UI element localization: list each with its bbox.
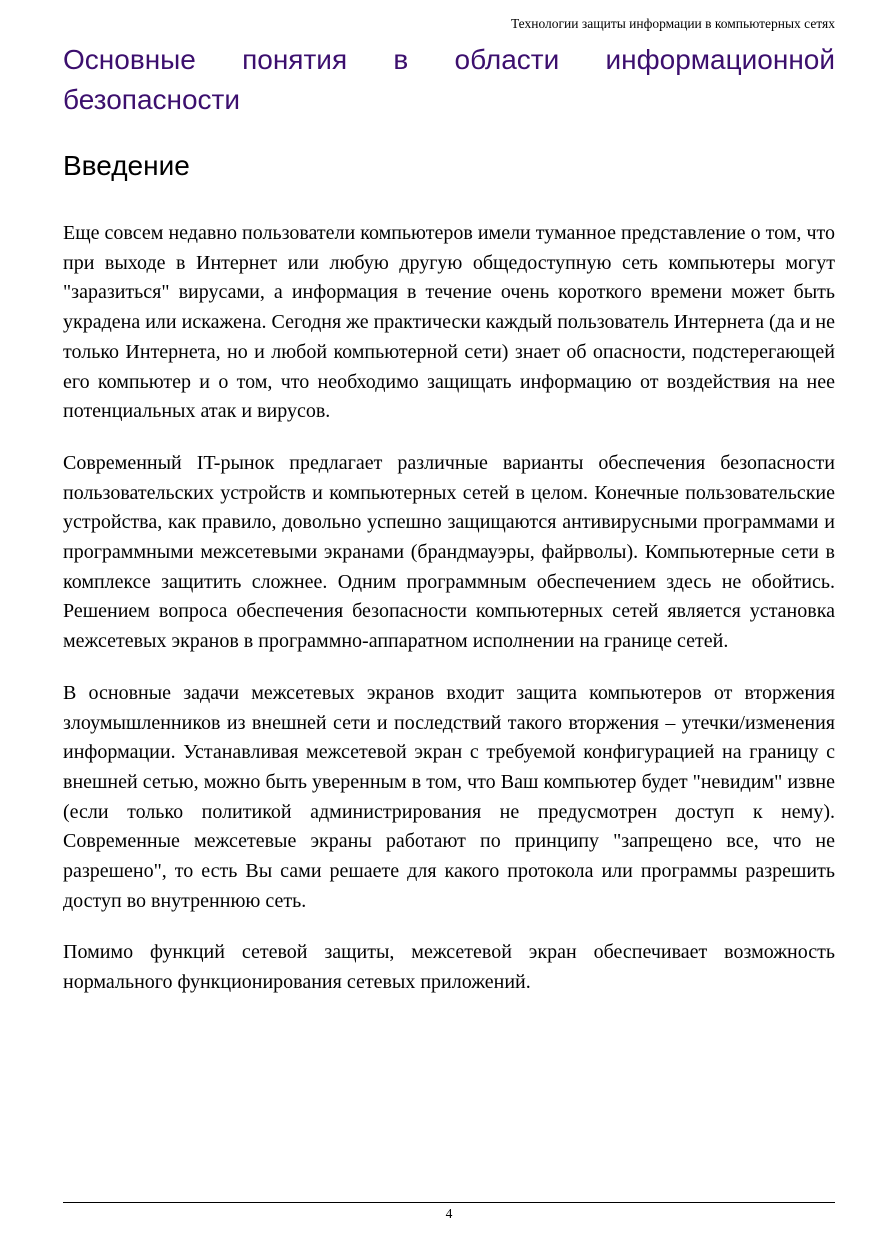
paragraph-3: В основные задачи межсетевых экранов входит защита компьютеров от вторжения злоумышленников из внешней сети и последствий такого вторжения – утечки/изменения информации. Устанавливая межсетевой экран с требуемой конфигурацией на границу с внешней сетью, можно быть уверенным в том, что Ваш компьютер будет "невидим" извне (если только политикой администрирования не предусмотрен доступ к нему). Современные межсетевые экраны работают по принципу "запрещено все, что не разрешено", то есть Вы сами решаете для какого протокола или программы разрешить доступ во внутреннюю сеть. xyxy=(63,681,835,912)
running-header: Технологии защиты информации в компьютерных сетях xyxy=(510,16,835,31)
page-number: 4 xyxy=(445,1206,453,1221)
paragraph-1: Еще совсем недавно пользователи компьютеров имели туманное представление о том, что при выходе в Интернет или любую другую общедоступную сеть компьютеры могут "заразиться" вирусами, а информация в течение очень короткого времени может быть украдена или искажена. Сегодня же практически каждый пользователь Интернета (да и не только Интернета, но и любой компьютерной сети) знает об опасности, подстерегающей его компьютер и о том, что необходимо защищать информацию от воздействия на нее потенциальных атак и вирусов. xyxy=(63,222,836,423)
body-text xyxy=(63,219,835,1020)
chapter-title: Основные понятия в области информационной безопасности xyxy=(63,44,835,115)
section-title: Введение xyxy=(63,150,190,181)
paragraph-4: Помимо функций сетевой защиты, межсетевой экран обеспечивает возможность нормального функционирования сетевых приложений. xyxy=(63,941,835,994)
paragraph-2: Современный IT-рынок предлагает различные варианты обеспечения безопасности пользовательских устройств и компьютерных сетей в целом. Конечные пользовательские устройства, как правило, довольно успешно защищаются антивирусными программами и программными межсетевыми экранами (брандмауэры, файрволы). Компьютерные сети в комплексе защитить сложнее. Одним программным обеспечением здесь не обойтись. Решением вопроса обеспечения безопасности компьютерных сетей является установка межсетевых экранов в программно-аппаратном исполнении на границе сетей. xyxy=(63,451,835,653)
footer-rule xyxy=(63,1202,835,1203)
